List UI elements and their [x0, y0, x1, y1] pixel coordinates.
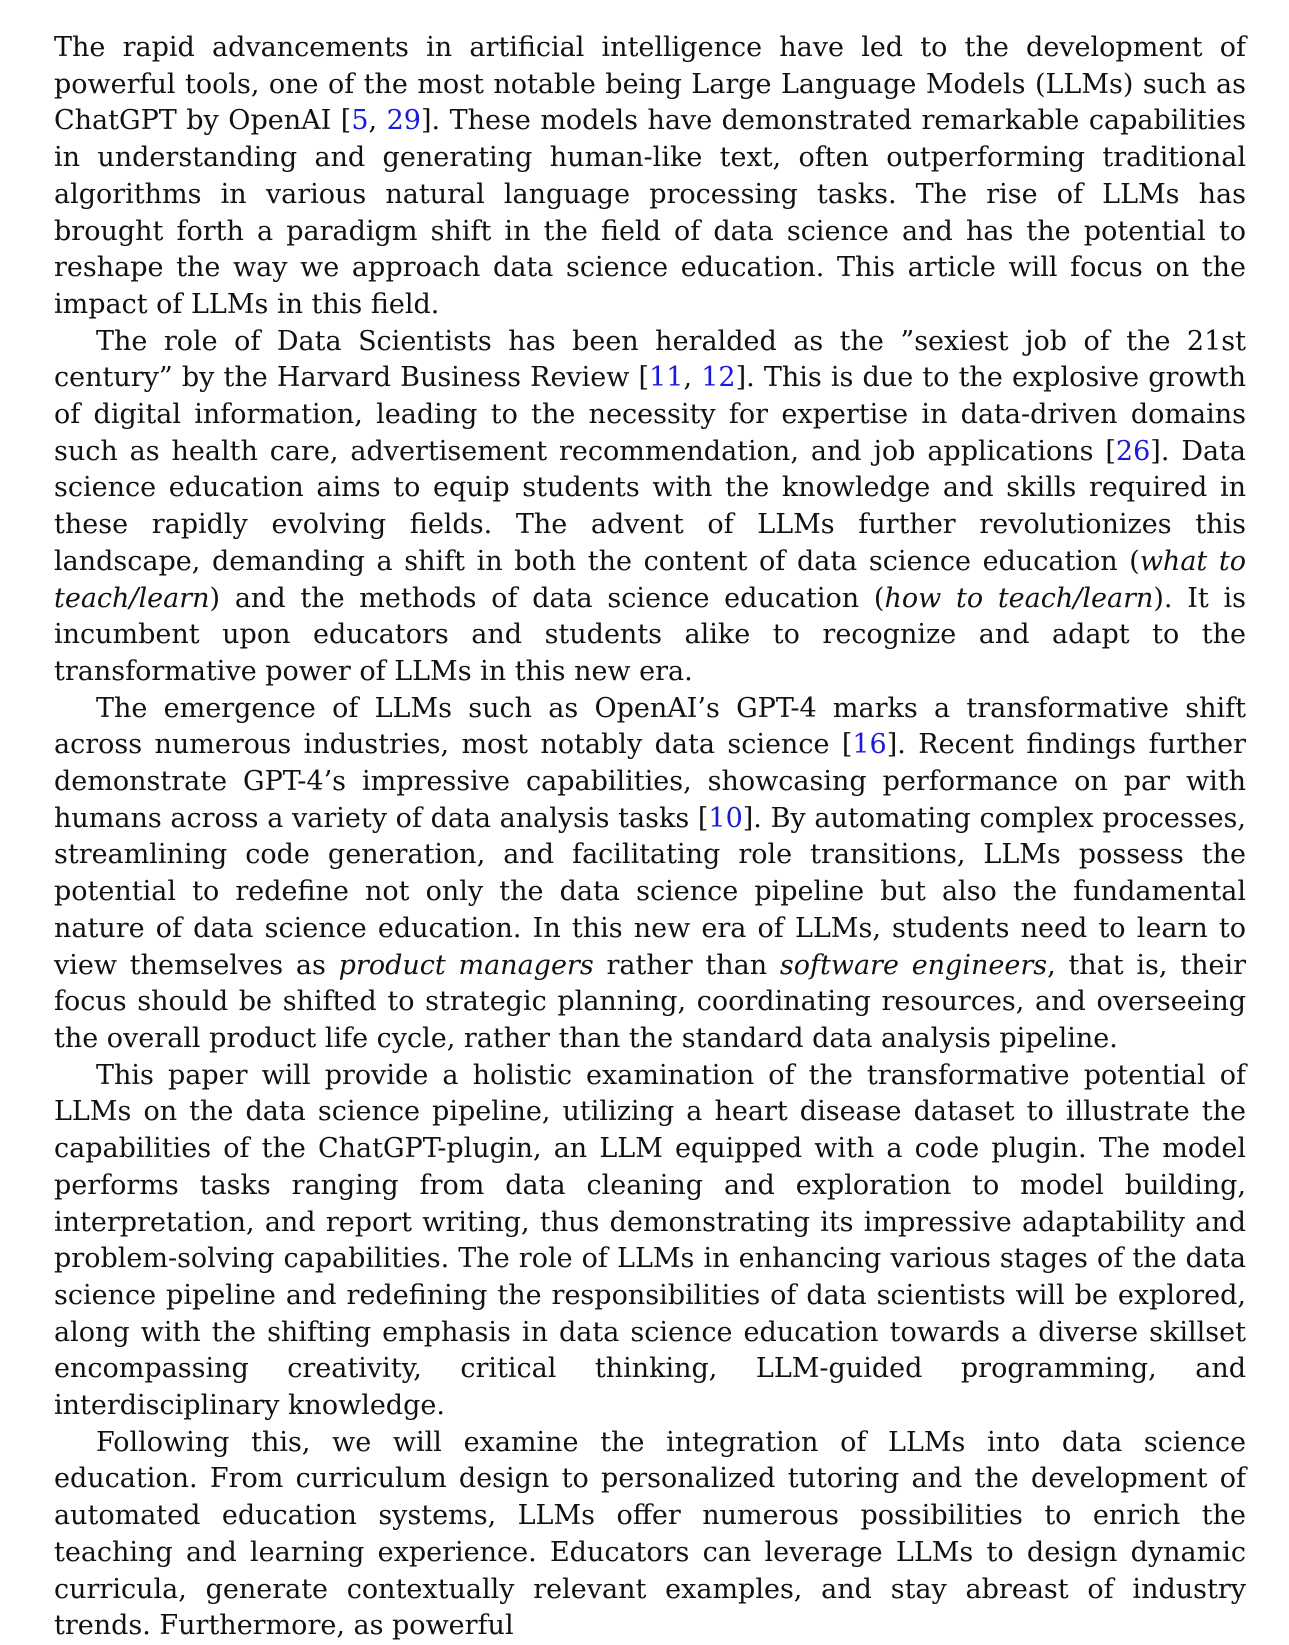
text-run: The rapid advancements in artificial intelligence have led to the development of powerful tools, one of the most notable being Large Language Models (LLMs) such as ChatGPT by OpenAI [: [54, 32, 1246, 137]
text-run: rather than: [593, 949, 780, 981]
citation-link[interactable]: 12: [701, 362, 736, 394]
text-run: ]. This is due to the explosive growth of digital information, leading to the necessity for expertise in data-driven domains such as health care, advertisement recommendation, and job applications [: [54, 362, 1247, 467]
text-run: ,: [368, 105, 387, 137]
citation-link[interactable]: 11: [649, 362, 684, 394]
citation-link[interactable]: 10: [708, 802, 743, 834]
text-run: ]. Recent findings further demonstrate GPT-4’s impressive capabilities, showcasing performance on par with humans across a variety of data analysis tasks [: [54, 729, 1246, 834]
emphasis-text: what to teach/learn: [54, 545, 1247, 614]
text-run: Following this, we will examine the integration of LLMs into data science education. From curriculum design to personalized tutoring and the development of automated education systems, LLMs offer numerous possibilities to enrich the teaching and learning experience. Educators can leverage LLMs to design dynamic curricula, generate contextually relevant examples, and stay abreast of industry trends. Furthermore, as powerful: [54, 1426, 1246, 1642]
text-run: ]. These models have demonstrated remarkable capabilities in understanding and generating human-like text, often outperforming traditional algorithms in various natural language processing tasks. The rise of LLMs has brought forth a paradigm shift in the field of data science and has the potential to reshape the way we approach data science education. This article will focus on the impact of LLMs in this field.: [54, 105, 1246, 320]
emphasis-text: product managers: [338, 949, 594, 981]
citation-link[interactable]: 16: [852, 729, 887, 761]
text-run: ) and the methods of data science education (: [209, 582, 885, 614]
text-run: ,: [683, 362, 702, 394]
paragraph-2: [54, 324, 1246, 691]
text-run: ]. By automating complex processes, streamlining code generation, and facilitating role transitions, LLMs possess the potential to redefine not only the data science pipeline but also the fundamental nature of data science education. In this new era of LLMs, students need to learn to view themselves as: [54, 802, 1246, 981]
paragraph-4: [54, 1058, 1246, 1425]
emphasis-text: software engineers: [779, 949, 1048, 981]
text-run: , that is, their focus should be shifted to strategic planning, coordinating resources, and overseeing the overall product life cycle, rather than the standard data analysis pipeline.: [54, 949, 1247, 1054]
text-run: The emergence of LLMs such as OpenAI’s GPT-4 marks a transformative shift across numerous industries, most notably data science [: [54, 692, 1246, 761]
citation-link[interactable]: 29: [386, 105, 421, 137]
paragraph-3: [54, 691, 1246, 1058]
citation-link[interactable]: 26: [1115, 435, 1151, 467]
text-run: The role of Data Scientists has been heralded as the ”sexiest job of the 21st century” by the Harvard Business Review [: [54, 325, 1246, 394]
paragraph-5: [54, 1425, 1246, 1645]
text-run: ). It is incumbent upon educators and students alike to recognize and adapt to the transformative power of LLMs in this new era.: [54, 582, 1246, 687]
text-run: This paper will provide a holistic examination of the transformative potential of LLMs on the data science pipeline, utilizing a heart disease dataset to illustrate the capabilities of the ChatGPT-plugin, an LLM equipped with a code plugin. The model performs tasks ranging from data cleaning and exploration to model building, interpretation, and report writing, thus demonstrating its impressive adaptability and problem-solving capabilities. The role of LLMs in enhancing various stages of the data science pipeline and redefining the responsibilities of data scientists will be explored, along with the shifting emphasis in data science education towards a diverse skillset encompassing creativity, critical thinking, LLM-guided programming, and interdisciplinary knowledge.: [54, 1059, 1246, 1422]
emphasis-text: how to teach/learn: [884, 582, 1154, 614]
text-run: ]. Data science education aims to equip students with the knowledge and skills required in these rapidly evolving fields. The advent of LLMs further revolutionizes this landscape, demanding a shift in both the content of data science education (: [54, 435, 1247, 577]
paragraph-1: [54, 30, 1246, 324]
paper-body: [54, 30, 1246, 1645]
citation-link[interactable]: 5: [351, 105, 369, 137]
